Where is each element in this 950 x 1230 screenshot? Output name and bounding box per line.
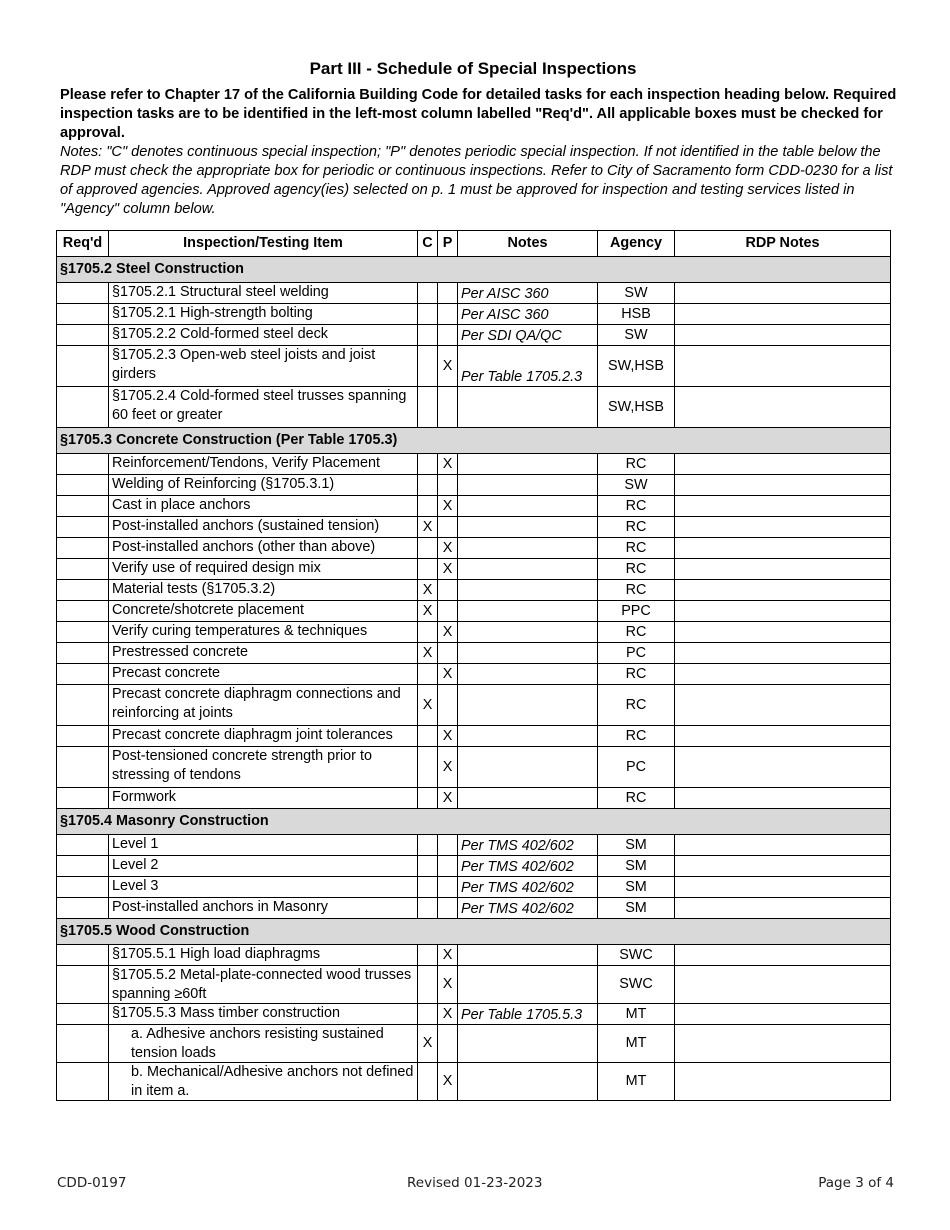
continuous-cell[interactable] [418, 283, 438, 304]
notes-cell: Per TMS 402/602 [458, 856, 598, 877]
rdp-notes-cell[interactable] [675, 898, 891, 919]
reqd-checkbox-cell[interactable] [57, 496, 109, 517]
periodic-cell[interactable] [438, 304, 458, 325]
inspection-item: §1705.2.1 Structural steel welding [109, 283, 418, 304]
reqd-checkbox-cell[interactable] [57, 877, 109, 898]
table-row [57, 580, 891, 601]
inspection-item: Precast concrete diaphragm connections and reinforcing at joints [109, 685, 418, 726]
rdp-notes-cell[interactable] [675, 538, 891, 559]
notes-cell: Per TMS 402/602 [458, 898, 598, 919]
table-row [57, 283, 891, 304]
inspection-item: Reinforcement/Tendons, Verify Placement [109, 454, 418, 475]
reqd-checkbox-cell[interactable] [57, 747, 109, 788]
continuous-cell[interactable] [418, 966, 438, 1004]
continuous-cell[interactable] [418, 304, 438, 325]
inspection-item: Verify curing temperatures & techniques [109, 622, 418, 643]
continuous-cell[interactable] [418, 877, 438, 898]
continuous-cell[interactable] [418, 454, 438, 475]
inspection-item: Verify use of required design mix [109, 559, 418, 580]
periodic-cell[interactable] [438, 601, 458, 622]
reqd-checkbox-cell[interactable] [57, 835, 109, 856]
rdp-notes-cell[interactable] [675, 856, 891, 877]
periodic-cell[interactable] [438, 1025, 458, 1063]
notes-cell: Per Table 1705.5.3 [458, 1004, 598, 1025]
periodic-cell[interactable] [438, 475, 458, 496]
reqd-checkbox-cell[interactable] [57, 475, 109, 496]
reqd-checkbox-cell[interactable] [57, 788, 109, 809]
inspection-item: §1705.5.2 Metal-plate-connected wood trusses spanning ≥60ft [109, 966, 418, 1004]
table-row [57, 387, 891, 428]
periodic-cell[interactable] [438, 580, 458, 601]
inspection-item: b. Mechanical/Adhesive anchors not defined in item a. [109, 1063, 418, 1101]
continuous-cell[interactable] [418, 664, 438, 685]
instructions-bold: Please refer to Chapter 17 of the California Building Code for detailed tasks for each inspection heading below. Required inspection tasks are to be identified in the left-most column labelled "Req'd". All applicable boxes must be checked for approval. [60, 87, 897, 141]
periodic-cell[interactable]: X [438, 454, 458, 475]
agency-cell: SM [598, 898, 675, 919]
revision-date: Revised 01-23-2023 [407, 1175, 543, 1191]
col-p: P [438, 231, 458, 257]
section-heading: §1705.4 Masonry Construction [57, 809, 891, 835]
reqd-checkbox-cell[interactable] [57, 538, 109, 559]
rdp-notes-cell[interactable] [675, 325, 891, 346]
section-row [57, 809, 891, 835]
agency-cell: RC [598, 580, 675, 601]
inspection-item: §1705.5.1 High load diaphragms [109, 945, 418, 966]
agency-cell: MT [598, 1004, 675, 1025]
continuous-cell[interactable]: X [418, 1025, 438, 1063]
continuous-cell[interactable] [418, 387, 438, 428]
inspection-item: Level 3 [109, 877, 418, 898]
table-row [57, 559, 891, 580]
inspection-item: Formwork [109, 788, 418, 809]
reqd-checkbox-cell[interactable] [57, 580, 109, 601]
periodic-cell[interactable] [438, 643, 458, 664]
inspection-item: Concrete/shotcrete placement [109, 601, 418, 622]
col-agency: Agency [598, 231, 675, 257]
inspection-schedule-table [56, 230, 891, 1101]
notes-cell [458, 538, 598, 559]
rdp-notes-cell[interactable] [675, 747, 891, 788]
reqd-checkbox-cell[interactable] [57, 1025, 109, 1063]
table-header-row [57, 231, 891, 257]
periodic-cell[interactable]: X [438, 1063, 458, 1101]
inspection-item: §1705.2.3 Open-web steel joists and joist girders [109, 346, 418, 387]
continuous-cell[interactable] [418, 835, 438, 856]
rdp-notes-cell[interactable] [675, 517, 891, 538]
notes-cell [458, 945, 598, 966]
inspection-item: Cast in place anchors [109, 496, 418, 517]
rdp-notes-cell[interactable] [675, 454, 891, 475]
notes-cell [458, 747, 598, 788]
notes-cell [458, 664, 598, 685]
rdp-notes-cell[interactable] [675, 1004, 891, 1025]
page-number: Page 3 of 4 [818, 1175, 894, 1191]
table-row [57, 601, 891, 622]
periodic-cell[interactable] [438, 835, 458, 856]
inspection-item: §1705.2.4 Cold-formed steel trusses spanning 60 feet or greater [109, 387, 418, 428]
reqd-checkbox-cell[interactable] [57, 325, 109, 346]
rdp-notes-cell[interactable] [675, 643, 891, 664]
table-row [57, 325, 891, 346]
periodic-cell[interactable]: X [438, 966, 458, 1004]
rdp-notes-cell[interactable] [675, 788, 891, 809]
reqd-checkbox-cell[interactable] [57, 346, 109, 387]
agency-cell: RC [598, 622, 675, 643]
notes-cell [458, 454, 598, 475]
rdp-notes-cell[interactable] [675, 304, 891, 325]
periodic-cell[interactable]: X [438, 664, 458, 685]
table-row [57, 726, 891, 747]
periodic-cell[interactable] [438, 325, 458, 346]
periodic-cell[interactable] [438, 387, 458, 428]
inspection-item: Post-installed anchors (other than above) [109, 538, 418, 559]
agency-cell: RC [598, 685, 675, 726]
table-row [57, 966, 891, 1004]
continuous-cell[interactable]: X [418, 685, 438, 726]
agency-cell: MT [598, 1063, 675, 1101]
table-row [57, 346, 891, 387]
rdp-notes-cell[interactable] [675, 622, 891, 643]
continuous-cell[interactable] [418, 788, 438, 809]
continuous-cell[interactable] [418, 559, 438, 580]
notes-cell [458, 788, 598, 809]
agency-cell: RC [598, 559, 675, 580]
periodic-cell[interactable] [438, 898, 458, 919]
rdp-notes-cell[interactable] [675, 496, 891, 517]
notes-cell [458, 685, 598, 726]
rdp-notes-cell[interactable] [675, 966, 891, 1004]
agency-cell: RC [598, 517, 675, 538]
table-row [57, 496, 891, 517]
notes-cell [458, 966, 598, 1004]
continuous-cell[interactable] [418, 325, 438, 346]
table-row [57, 898, 891, 919]
rdp-notes-cell[interactable] [675, 1025, 891, 1063]
inspection-item: §1705.2.2 Cold-formed steel deck [109, 325, 418, 346]
notes-cell [458, 622, 598, 643]
reqd-checkbox-cell[interactable] [57, 726, 109, 747]
table-row [57, 685, 891, 726]
table-row [57, 877, 891, 898]
reqd-checkbox-cell[interactable] [57, 454, 109, 475]
agency-cell: RC [598, 664, 675, 685]
rdp-notes-cell[interactable] [675, 601, 891, 622]
rdp-notes-cell[interactable] [675, 945, 891, 966]
table-row [57, 664, 891, 685]
continuous-cell[interactable] [418, 622, 438, 643]
agency-cell: PC [598, 747, 675, 788]
agency-cell: PPC [598, 601, 675, 622]
continuous-cell[interactable]: X [418, 580, 438, 601]
reqd-checkbox-cell[interactable] [57, 643, 109, 664]
notes-cell [458, 387, 598, 428]
agency-cell: SW [598, 475, 675, 496]
agency-cell: SW [598, 283, 675, 304]
notes-cell [458, 496, 598, 517]
continuous-cell[interactable] [418, 538, 438, 559]
reqd-checkbox-cell[interactable] [57, 601, 109, 622]
inspection-item: Material tests (§1705.3.2) [109, 580, 418, 601]
reqd-checkbox-cell[interactable] [57, 685, 109, 726]
form-number: CDD-0197 [57, 1175, 127, 1191]
inspection-item: Welding of Reinforcing (§1705.3.1) [109, 475, 418, 496]
reqd-checkbox-cell[interactable] [57, 1063, 109, 1101]
notes-cell [458, 601, 598, 622]
agency-cell: SW,HSB [598, 387, 675, 428]
notes-cell [458, 1025, 598, 1063]
periodic-cell[interactable]: X [438, 346, 458, 387]
periodic-cell[interactable]: X [438, 559, 458, 580]
inspection-item: Level 2 [109, 856, 418, 877]
rdp-notes-cell[interactable] [675, 664, 891, 685]
inspection-item: §1705.5.3 Mass timber construction [109, 1004, 418, 1025]
continuous-cell[interactable] [418, 898, 438, 919]
continuous-cell[interactable] [418, 475, 438, 496]
agency-cell: RC [598, 788, 675, 809]
continuous-cell[interactable] [418, 1004, 438, 1025]
reqd-checkbox-cell[interactable] [57, 856, 109, 877]
periodic-cell[interactable]: X [438, 1004, 458, 1025]
reqd-checkbox-cell[interactable] [57, 283, 109, 304]
table-row [57, 517, 891, 538]
rdp-notes-cell[interactable] [675, 387, 891, 428]
agency-cell: SM [598, 877, 675, 898]
continuous-cell[interactable] [418, 496, 438, 517]
periodic-cell[interactable]: X [438, 496, 458, 517]
section-row [57, 919, 891, 945]
continuous-cell[interactable] [418, 346, 438, 387]
page-title: Part III - Schedule of Special Inspections [309, 59, 637, 78]
reqd-checkbox-cell[interactable] [57, 1004, 109, 1025]
col-c: C [418, 231, 438, 257]
inspection-item: Precast concrete [109, 664, 418, 685]
reqd-checkbox-cell[interactable] [57, 387, 109, 428]
table-row [57, 747, 891, 788]
agency-cell: SW,HSB [598, 346, 675, 387]
continuous-cell[interactable]: X [418, 643, 438, 664]
notes-cell [458, 643, 598, 664]
continuous-cell[interactable]: X [418, 517, 438, 538]
rdp-notes-cell[interactable] [675, 559, 891, 580]
col-item: Inspection/Testing Item [109, 231, 418, 257]
periodic-cell[interactable]: X [438, 788, 458, 809]
agency-cell: SWC [598, 945, 675, 966]
inspection-item: a. Adhesive anchors resisting sustained tension loads [109, 1025, 418, 1063]
periodic-cell[interactable]: X [438, 538, 458, 559]
col-reqd: Req'd [57, 231, 109, 257]
instructions [60, 86, 900, 219]
rdp-notes-cell[interactable] [675, 685, 891, 726]
continuous-cell[interactable]: X [418, 601, 438, 622]
reqd-checkbox-cell[interactable] [57, 898, 109, 919]
rdp-notes-cell[interactable] [675, 835, 891, 856]
periodic-cell[interactable] [438, 685, 458, 726]
table-row [57, 475, 891, 496]
col-notes: Notes [458, 231, 598, 257]
periodic-cell[interactable] [438, 517, 458, 538]
periodic-cell[interactable]: X [438, 726, 458, 747]
table-row [57, 788, 891, 809]
reqd-checkbox-cell[interactable] [57, 966, 109, 1004]
table-row [57, 622, 891, 643]
agency-cell: SM [598, 856, 675, 877]
notes-cell [458, 475, 598, 496]
periodic-cell[interactable]: X [438, 622, 458, 643]
reqd-checkbox-cell[interactable] [57, 517, 109, 538]
agency-cell: SM [598, 835, 675, 856]
agency-cell: MT [598, 1025, 675, 1063]
table-row [57, 1004, 891, 1025]
section-heading: §1705.2 Steel Construction [57, 257, 891, 283]
inspection-item: Prestressed concrete [109, 643, 418, 664]
notes-cell: Per AISC 360 [458, 304, 598, 325]
inspection-item: §1705.2.1 High-strength bolting [109, 304, 418, 325]
agency-cell: RC [598, 454, 675, 475]
agency-cell: RC [598, 496, 675, 517]
table-row [57, 1025, 891, 1063]
inspection-item: Precast concrete diaphragm joint tolerances [109, 726, 418, 747]
reqd-checkbox-cell[interactable] [57, 664, 109, 685]
rdp-notes-cell[interactable] [675, 877, 891, 898]
notes-cell [458, 559, 598, 580]
table-row [57, 835, 891, 856]
continuous-cell[interactable] [418, 945, 438, 966]
rdp-notes-cell[interactable] [675, 283, 891, 304]
inspection-item: Post-installed anchors (sustained tension) [109, 517, 418, 538]
periodic-cell[interactable] [438, 877, 458, 898]
table-row [57, 945, 891, 966]
periodic-cell[interactable] [438, 856, 458, 877]
rdp-notes-cell[interactable] [675, 346, 891, 387]
periodic-cell[interactable] [438, 283, 458, 304]
agency-cell: RC [598, 538, 675, 559]
reqd-checkbox-cell[interactable] [57, 622, 109, 643]
periodic-cell[interactable]: X [438, 945, 458, 966]
continuous-cell[interactable] [418, 726, 438, 747]
continuous-cell[interactable] [418, 747, 438, 788]
rdp-notes-cell[interactable] [675, 1063, 891, 1101]
table-row [57, 454, 891, 475]
notes-cell: Per AISC 360 [458, 283, 598, 304]
table-row [57, 538, 891, 559]
agency-cell: PC [598, 643, 675, 664]
section-row [57, 428, 891, 454]
section-row [57, 257, 891, 283]
reqd-checkbox-cell[interactable] [57, 945, 109, 966]
reqd-checkbox-cell[interactable] [57, 559, 109, 580]
table-row [57, 304, 891, 325]
notes-cell: Per TMS 402/602 [458, 877, 598, 898]
table-row [57, 643, 891, 664]
notes-cell: Per SDI QA/QC [458, 325, 598, 346]
agency-cell: SW [598, 325, 675, 346]
inspection-item: Post-installed anchors in Masonry [109, 898, 418, 919]
section-heading: §1705.5 Wood Construction [57, 919, 891, 945]
col-rdp-notes: RDP Notes [675, 231, 891, 257]
notes-cell [458, 580, 598, 601]
table-row [57, 856, 891, 877]
periodic-cell[interactable]: X [438, 747, 458, 788]
notes-cell: Per TMS 402/602 [458, 835, 598, 856]
agency-cell: RC [598, 726, 675, 747]
instructions-notes: Notes: "C" denotes continuous special inspection; "P" denotes periodic special inspection. If not identified in the table below the RDP must check the appropriate box for periodic or continuous inspections. Refer to City of Sacramento form CDD-0230 for a list of approved agencies. Approved agency(ies) selected on p. 1 must be approved for inspection and testing services listed in "Agency" column below. [60, 144, 893, 217]
rdp-notes-cell[interactable] [675, 580, 891, 601]
inspection-item: Level 1 [109, 835, 418, 856]
rdp-notes-cell[interactable] [675, 726, 891, 747]
continuous-cell[interactable] [418, 1063, 438, 1101]
notes-cell [458, 517, 598, 538]
inspection-item: Post-tensioned concrete strength prior to stressing of tendons [109, 747, 418, 788]
rdp-notes-cell[interactable] [675, 475, 891, 496]
agency-cell: HSB [598, 304, 675, 325]
agency-cell: SWC [598, 966, 675, 1004]
continuous-cell[interactable] [418, 856, 438, 877]
notes-cell: Per Table 1705.2.3 [458, 346, 598, 387]
reqd-checkbox-cell[interactable] [57, 304, 109, 325]
notes-cell [458, 1063, 598, 1101]
table-row [57, 1063, 891, 1101]
section-heading: §1705.3 Concrete Construction (Per Table 1705.3) [57, 428, 891, 454]
notes-cell [458, 726, 598, 747]
